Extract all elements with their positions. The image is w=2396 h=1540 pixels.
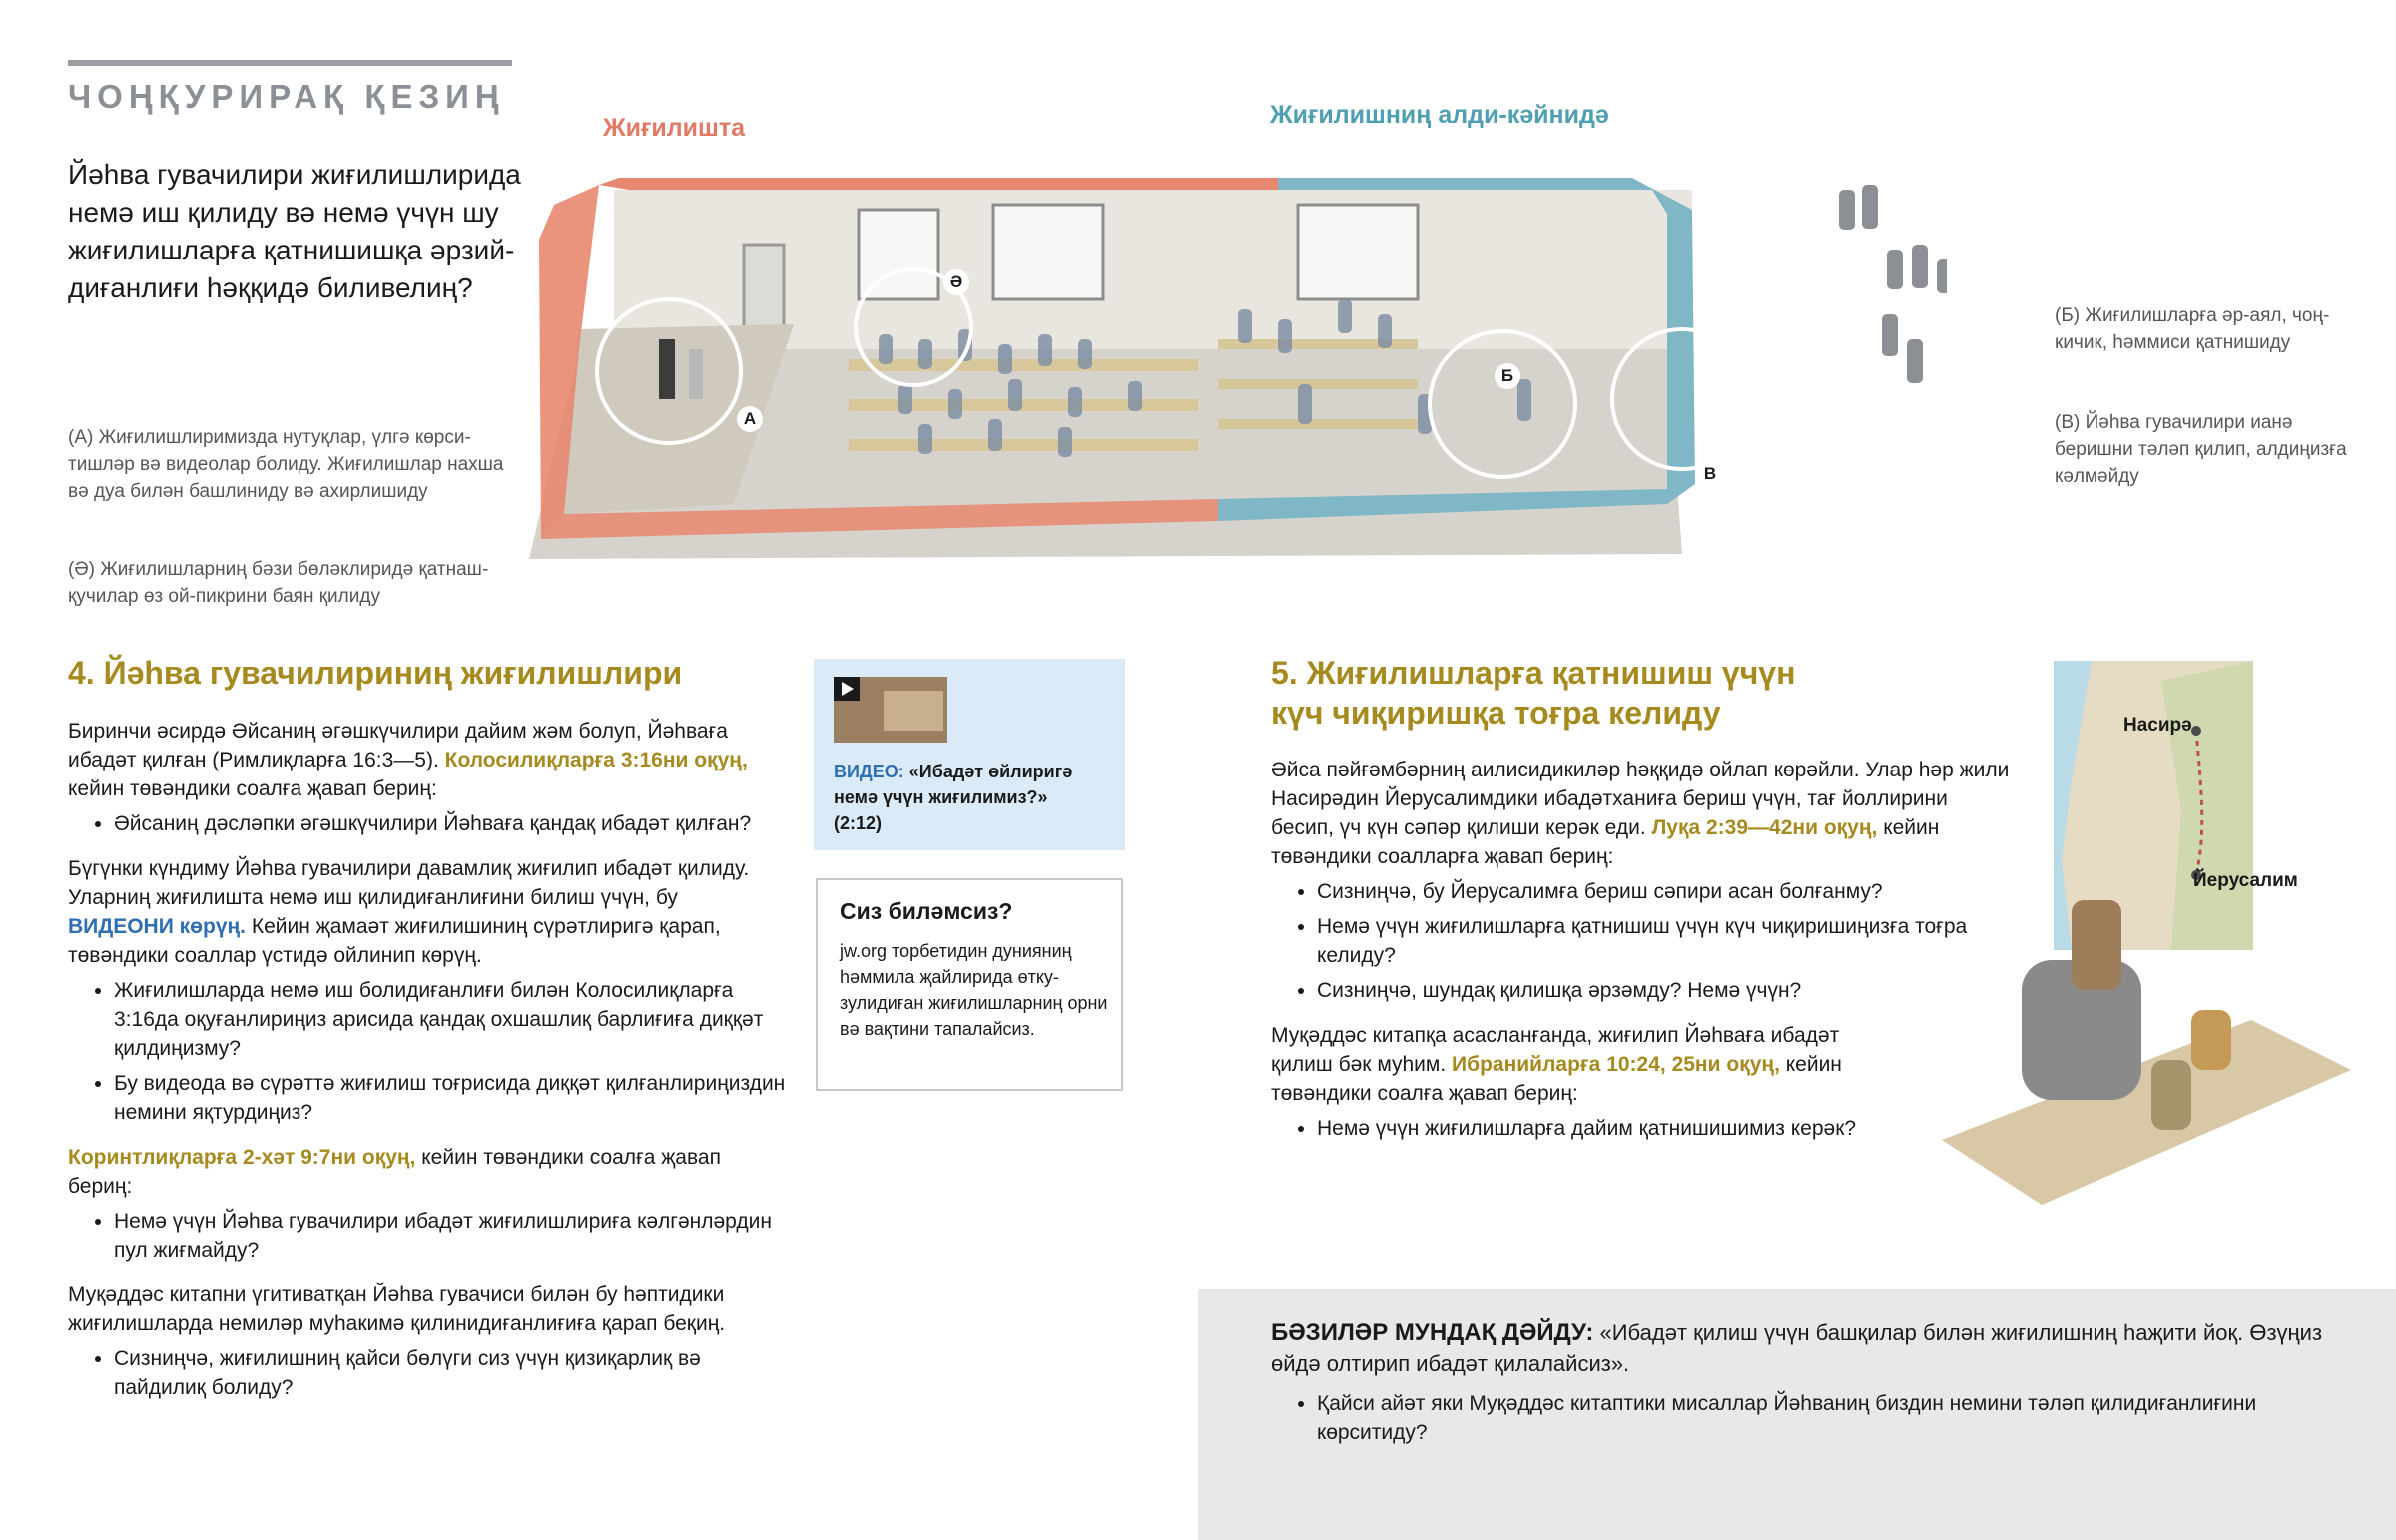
video-caption: ВИДЕО: «Ибадәт өйлиригә немә үчүн жиғилимиз?» (2:12) (834, 762, 1073, 833)
caption-v: (В) Йәһва гувачилири ианә беришни тәләп қилип, алдиңизға кәлмәйду (2055, 412, 2347, 487)
map-label-jerusalem: Йерусалим (2193, 870, 2298, 891)
header-rule (68, 60, 512, 66)
question-scripture-requirement: • Қайси айәт яки Муқәддәс китаптики мисаллар Йәһваниң биздин немини тәләп қилидиғанлиғини көрситиду? (1317, 1389, 2355, 1447)
section5-paragraph-1: Әйса пәйғәмбәрниң аилисидикиләр һәққидә ойлап көрәйли. Улар һәр жили Насирәдин Йерусалимдики ибадәтханиға бериш үчүн, тағ йоллирини бесип, үч күн сәпәр қилиши керәк еди. Луқа 2:39—42ни оқуң, кейин төвәндики соалларға җавап бериң: (1271, 759, 2010, 868)
question-worth-it: • Сизниңчә, шундақ қилишқа әрзәмду? Немә үчүн? (1317, 976, 2015, 1005)
video-thumbnail[interactable] (834, 677, 947, 743)
some-say-statement: БӘЗИЛӘР МУНДАҚ ДӘЙДУ: «Ибадәт қилиш үчүн башқилар билән жиғилишниң һаҗити йоқ. Өзүңиз өйдә олтирип ибадәт қилалайсиз». (1271, 1319, 2323, 1376)
question-similarity: • Жиғилишларда немә иш болидиғанлиғи билән Колосилиқларға 3:16да оқуғанлириңиз арисида қандақ охшашлиқ барлиғиға диққәт қилдиңизму? (114, 976, 787, 1063)
section5-title: 5. Жиғилишларға қатнишиш үчүн күч чиқиришқа тоғра келиду (1271, 655, 1796, 731)
marker-a: А (737, 406, 763, 432)
scripture-ref-luke[interactable]: Луқа 2:39—42ни оқуң, (1651, 816, 1878, 839)
scripture-ref-colossians[interactable]: Колосилиқларға 3:16ни оқуң, (444, 749, 748, 771)
video-box[interactable] (814, 659, 1125, 850)
map-illustration (1922, 661, 2396, 1230)
section4-paragraph-2: Бүгүнки күндиму Йәһва гувачилири давамлиқ жиғилип ибадәт қилиду. Уларниң жиғилишта немә иш қилидиғанлиғини билиш үчүн, бу ВИДЕОНИ көрүң. Кейин җамаәт жиғилишиниң сүрәтлиригә қарап, төвәндики соаллар үстидә ойлинип көрүң. (68, 857, 750, 967)
play-icon[interactable] (834, 677, 860, 701)
section4-paragraph-1: Биринчи әсирдә Әйсаниң әгәшкүчилири дайим жәм болуп, Йәһваға ибадәт қилған (Римлиқларға 16:3—5). Колосилиқларға 3:16ни оқуң, кейин төвәндики соалға җавап бериң: (68, 720, 748, 800)
label-around-meeting: Жиғилишниң алди-кәйнидә (1270, 101, 1609, 129)
section4-paragraph-4: Муқәддәс китапни үгитиватқан Йәһва гувачиси билән бу һәптидики жиғилишларда немиләр муһакимә қилинидиғанлиғиға қарап беқиң. (68, 1283, 726, 1335)
section4-title: 4. Йәһва гувачилириниң жиғилишлири (68, 655, 683, 691)
question-effort: • Немә үчүн жиғилишларға қатнишиш үчүн күч чиқиришиңизға тоғра келиду? (1317, 912, 2015, 970)
kingdom-hall-illustration (519, 150, 1947, 599)
section4-body (68, 717, 787, 1408)
question-favorite-part: • Сизниңчә, жиғилишниң қайси бөлүги сиз үчүн қизиқарлиқ вә пайдилиқ болиду? (114, 1344, 787, 1402)
intro-question: Йәһва гувачилири жиғилишлирида немә иш қилиду вә немә үчүн шу жиғилишларға қатнишишқа әрзийдиғанлиғи һәққидә биливелиң? (68, 159, 521, 303)
marker-v: В (1697, 461, 1723, 487)
marker-b: Б (1495, 363, 1520, 389)
caption-b: (Б) Жиғилишларға әр-аял, чоң-кичик, һәммиси қатнишиду (2055, 305, 2330, 353)
section5-body (1271, 756, 2015, 1149)
marker-ae: Ә (943, 269, 969, 295)
did-you-know-text: jw.org торбетидин дунияниң һәммила җайлирида өткузулидиған жиғилишларниң орни вә вақтини тапалайсиз. (840, 941, 1108, 1039)
caption-ae: (Ә) Жиғилишларниң бәзи бөләклиридә қатнашқучилар өз ой-пикрини баян қилиду (68, 559, 489, 607)
scripture-ref-hebrews[interactable]: Ибранийларға 10:24, 25ни оқуң, (1452, 1053, 1780, 1076)
question-journey-easy: • Сизниңчә, бу Йерусалимға бериш сәпири асан болғанму? (1317, 877, 2015, 906)
caption-a: (А) Жиғилишлиримизда нутуқлар, үлгә көрситишләр вә видеолар болиду. Жиғилишлар нахша вә дуа билән башлиниду вә ахирлишиду (68, 427, 504, 502)
scripture-ref-corinthians[interactable]: Коринтлиқларға 2-хәт 9:7ни оқуң, (68, 1146, 416, 1169)
section4-paragraph-3: Коринтлиқларға 2-хәт 9:7ни оқуң, кейин төвәндики соалға җавап бериң: (68, 1146, 721, 1198)
some-say-box (1198, 1289, 2396, 1540)
did-you-know-box (816, 878, 1123, 1091)
section5-paragraph-2: Муқәддәс китапқа асасланғанда, жиғилип Йәһваға ибадәт қилиш бәк муһим. Ибранийларға 10:24, 25ни оқуң, кейин төвәндики соалға җавап бериң: (1271, 1024, 1842, 1105)
label-inside-meeting: Жиғилишта (603, 114, 745, 142)
question-liked: • Бу видеода вә сүрәттә жиғилиш тоғрисида диққәт қилғанлириңиздин немини яқтурдиңиз? (114, 1069, 787, 1127)
map-label-nazareth: Насирә (2123, 715, 2192, 736)
video-link[interactable]: ВИДЕОНИ көрүң. (68, 915, 247, 938)
did-you-know-title: Сиз биләмсиз? (840, 898, 1013, 924)
section-kicker: ЧОҢҚУРИРАҚ ҚЕЗИҢ (68, 78, 505, 115)
question-attend-regularly: • Немә үчүн жиғилишларға дайим қатнишишимиз керәк? (1317, 1114, 2015, 1143)
question-early-disciples: • Әйсаниң дәсләпки әгәшкүчилири Йәһваға қандақ ибадәт қилған? (114, 809, 787, 838)
question-no-collection: • Немә үчүн Йәһва гувачилири ибадәт жиғилишлириға кәлгәнләрдин пул жиғмайду? (114, 1207, 787, 1265)
